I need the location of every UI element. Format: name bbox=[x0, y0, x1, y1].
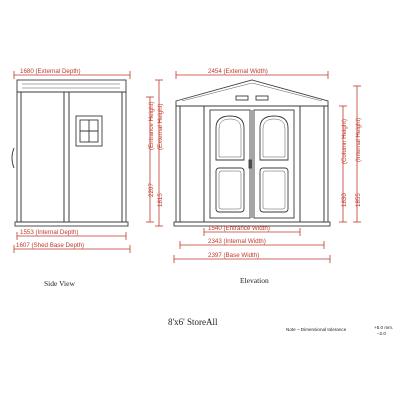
external-height-number: 2207 bbox=[148, 183, 155, 197]
internal-height-value: 1855 bbox=[355, 193, 362, 207]
elevation-right-panel bbox=[300, 106, 324, 222]
drawing-title: 8'x6' StoreAll bbox=[168, 317, 218, 327]
external-height-label: (External Height) bbox=[157, 103, 164, 150]
right-door bbox=[254, 110, 294, 218]
column-height-label: (Column Height) bbox=[341, 118, 348, 164]
entrance-height-label: (Entrance Height) bbox=[148, 101, 155, 150]
side-shed-outline bbox=[12, 80, 128, 226]
internal-width-dim bbox=[180, 238, 324, 249]
tolerance-note bbox=[286, 325, 393, 336]
shed-base-depth-dim bbox=[14, 242, 130, 253]
column-height-dim bbox=[339, 106, 348, 222]
entrance-width-dim bbox=[204, 225, 300, 236]
tolerance-note-text: Note – Dimensional tolerance bbox=[286, 327, 347, 332]
internal-width-label: 2343 (Internal Width) bbox=[208, 238, 266, 245]
base-width-label: 2397 (Base Width) bbox=[208, 252, 260, 259]
elevation-left-panel bbox=[180, 106, 204, 222]
internal-height-label: (Internal Height) bbox=[355, 117, 362, 162]
side-window bbox=[76, 116, 102, 146]
external-depth-dim bbox=[14, 68, 130, 79]
internal-depth-dim bbox=[17, 229, 126, 240]
external-width-label: 2454 (External Width) bbox=[208, 68, 268, 75]
left-door bbox=[210, 110, 250, 218]
external-width-dim bbox=[176, 68, 328, 79]
side-view bbox=[12, 68, 130, 288]
internal-depth-label: 1553 (Internal Depth) bbox=[20, 229, 79, 236]
external-depth-label: 1680 (External Depth) bbox=[20, 68, 81, 75]
elevation-roof bbox=[176, 80, 328, 106]
tolerance-minus: –2.0 bbox=[377, 331, 386, 336]
entrance-height-value: 1815 bbox=[157, 193, 164, 207]
side-view-caption: Side View bbox=[44, 279, 75, 288]
elevation-view bbox=[174, 68, 362, 285]
shed-base-depth-label: 1607 (Shed Base Depth) bbox=[16, 242, 85, 249]
elevation-caption: Elevation bbox=[240, 276, 269, 285]
base-width-dim bbox=[174, 252, 330, 263]
entrance-width-label: 1540 (Entrance Width) bbox=[208, 225, 270, 232]
internal-height-dim bbox=[353, 86, 362, 222]
column-height-value: 1830 bbox=[341, 193, 348, 207]
tolerance-plus: +5.0 mm. bbox=[374, 325, 394, 330]
